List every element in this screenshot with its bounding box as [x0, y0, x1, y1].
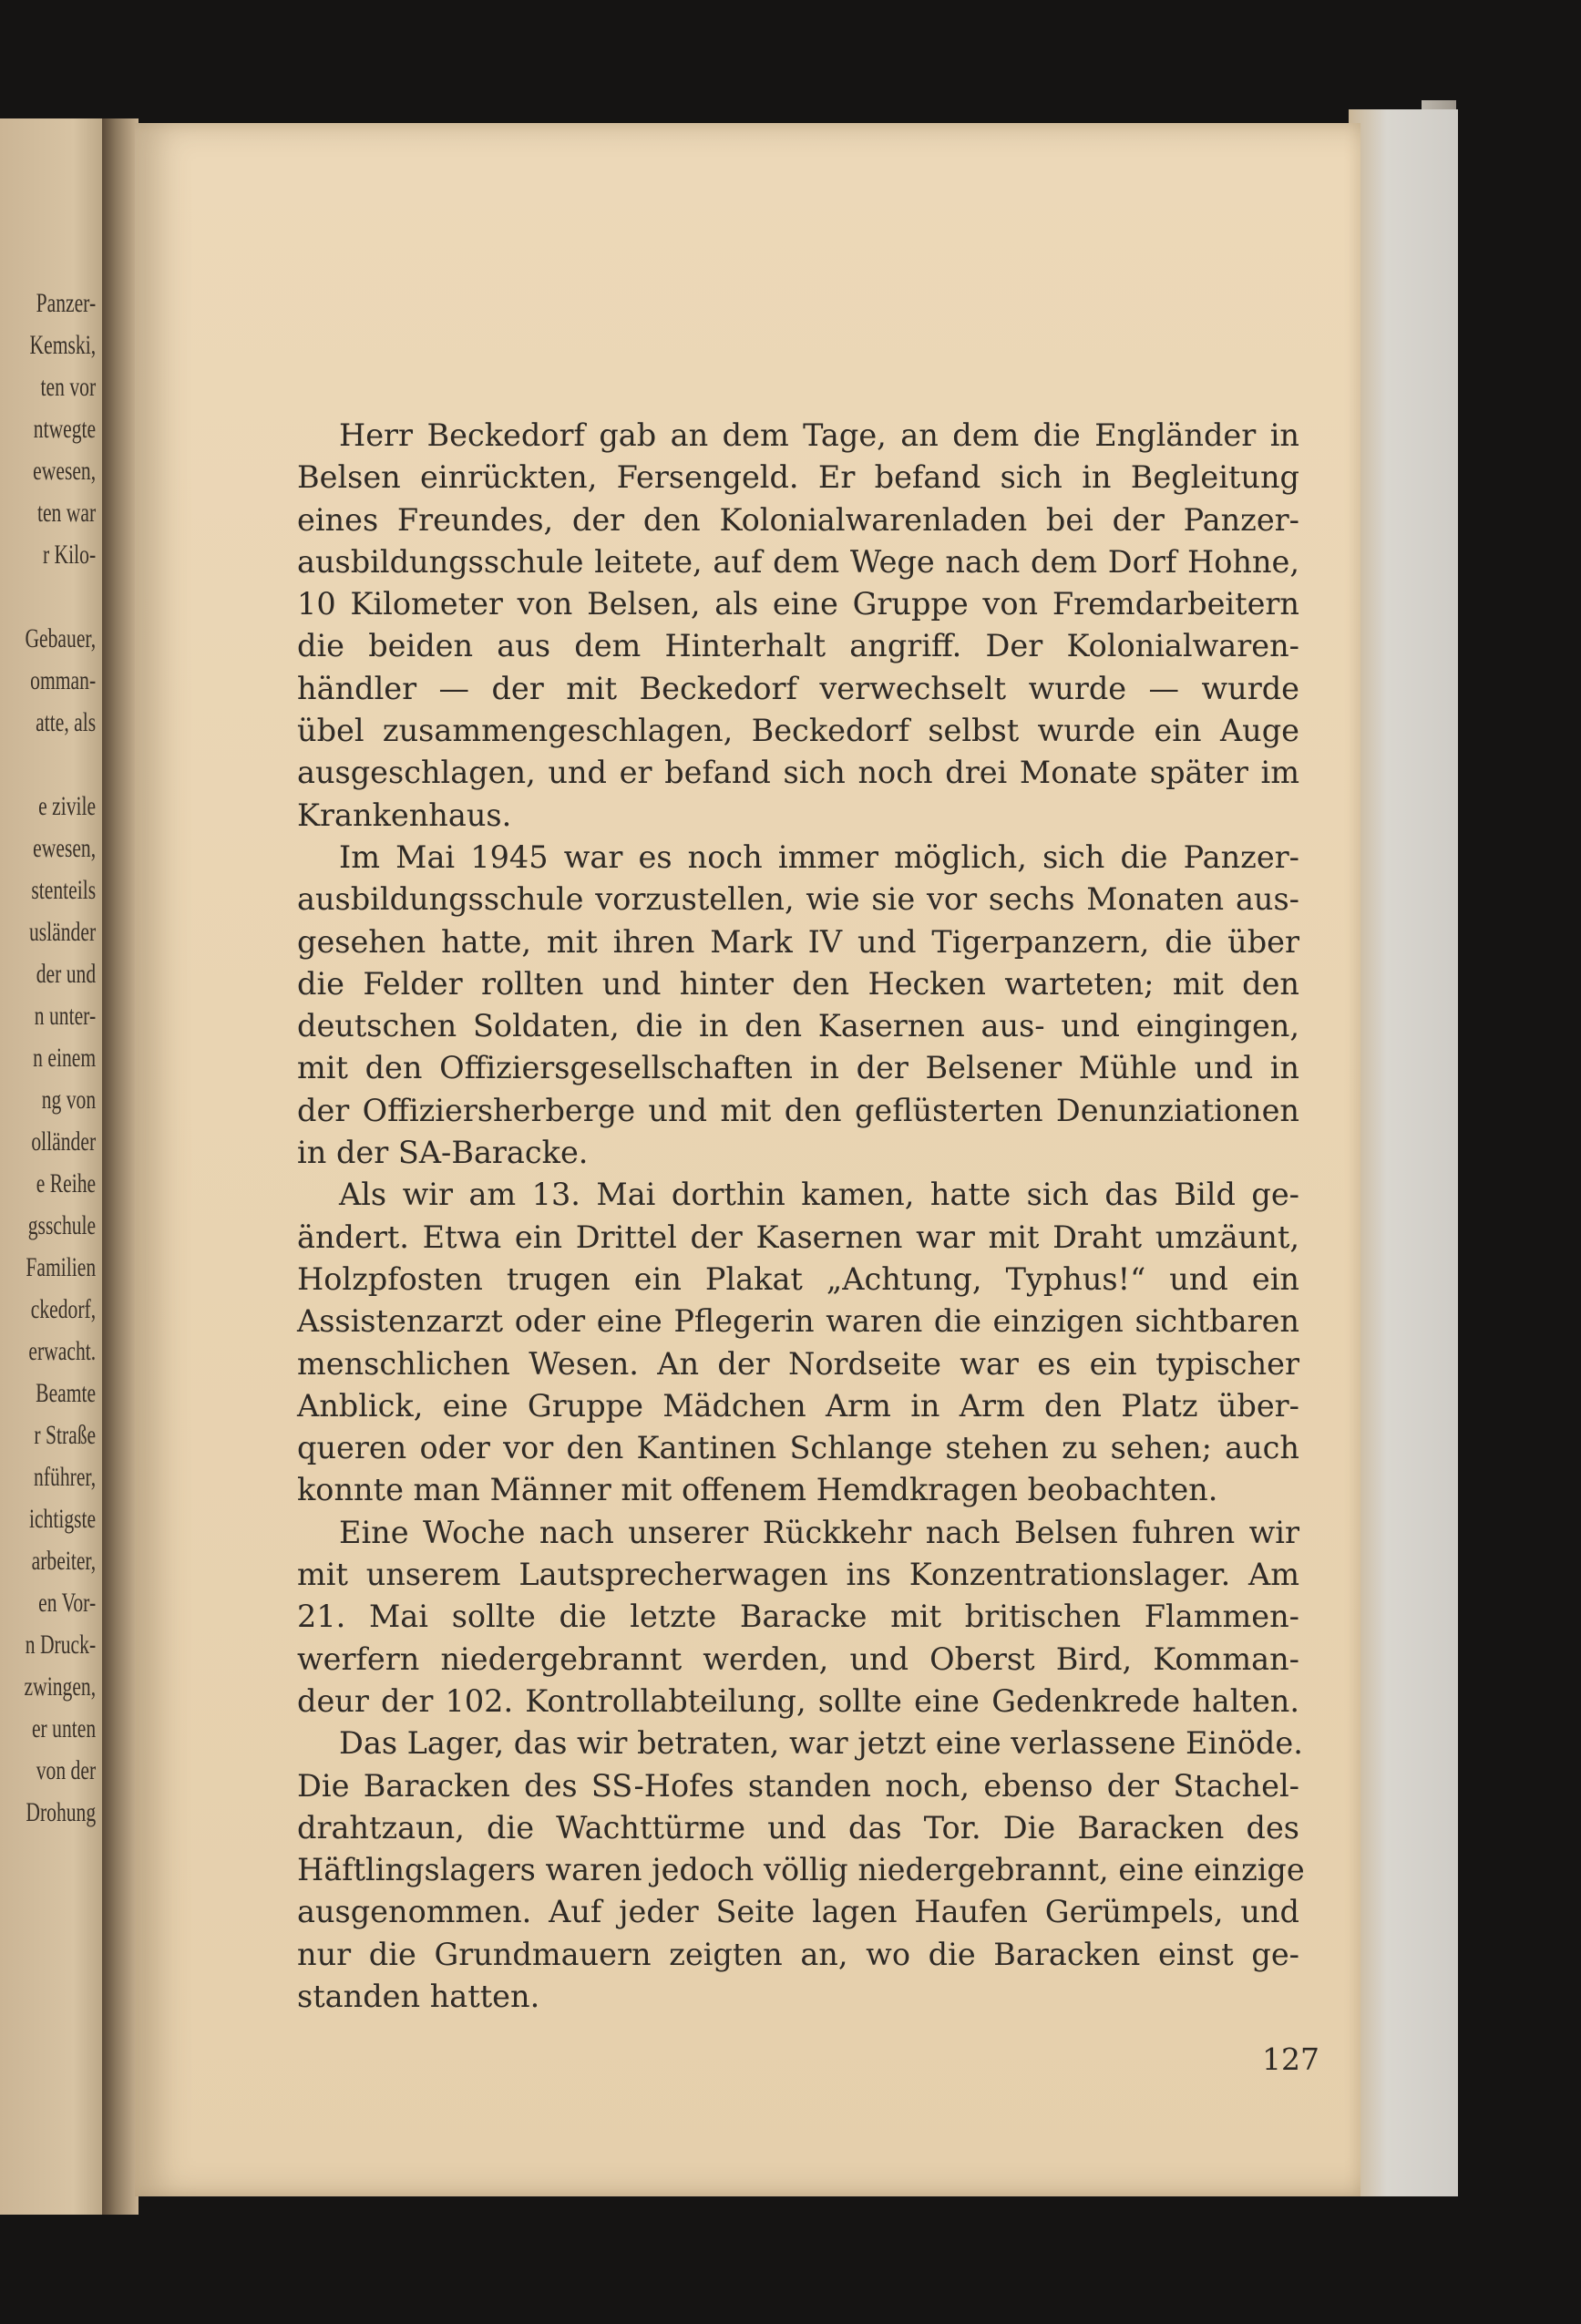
left-page-line: n Druck-	[25, 1630, 96, 1660]
left-page-line: n unter-	[34, 1001, 96, 1031]
text-line: Herr Beckedorf gab an dem Tage, an dem die Engländer in	[339, 417, 1299, 453]
text-line: Häftlingslagers waren jedoch völlig niedergebrannt, eine einzige	[297, 1852, 1305, 1888]
text-line: mit unserem Lautsprecherwagen ins Konzentrationslager. Am	[297, 1557, 1299, 1593]
text-line: werfern niedergebrannt werden, und Oberst Bird, Komman-	[297, 1640, 1299, 1677]
left-page-line: e Reihe	[36, 1168, 96, 1198]
page-stack-edge	[1349, 109, 1458, 2196]
text-line: Belsen einrückten, Fersengeld. Er befand sich in Begleitung	[297, 459, 1299, 496]
left-page-line: Drohung	[26, 1797, 96, 1827]
left-page-line: e zivile	[38, 791, 96, 821]
text-line: drahtzaun, die Wachttürme und das Tor. Die Baracken des	[297, 1809, 1299, 1846]
left-page-line: ichtigste	[28, 1504, 96, 1534]
left-page-line: von der	[36, 1755, 96, 1785]
left-page-line	[24, 576, 96, 618]
left-page-line: erwacht.	[28, 1336, 96, 1366]
text-line: Die Baracken des SS-Hofes standen noch, ebenso der Stachel-	[297, 1767, 1299, 1804]
left-page-line: nführer,	[33, 1462, 96, 1492]
left-page-line: r Straße	[34, 1420, 96, 1450]
text-line: Das Lager, das wir betraten, war jetzt eine verlassene Einöde.	[339, 1725, 1303, 1762]
text-line: ausgenommen. Auf jeder Seite lagen Haufen Gerümpels, und	[297, 1894, 1299, 1930]
left-page-line: ng von	[41, 1085, 96, 1115]
text-line: konnte man Männer mit offenem Hemdkragen beobachten.	[297, 1472, 1218, 1508]
left-page-line	[24, 744, 96, 786]
left-page-line: ten vor	[40, 372, 96, 402]
page-number: 127	[1262, 2041, 1319, 2077]
left-page-text-column	[0, 283, 96, 1834]
text-line: Im Mai 1945 war es noch immer möglich, sich die Panzer-	[339, 838, 1299, 875]
left-page-line: ewesen,	[33, 456, 96, 486]
text-line: eines Freundes, der den Kolonialwarenladen bei der Panzer-	[297, 501, 1299, 538]
left-page-line: gsschule	[27, 1210, 97, 1240]
left-page-line: Beamte	[36, 1378, 96, 1408]
left-page-line: ckedorf,	[30, 1294, 96, 1324]
text-line: menschlichen Wesen. An der Nordseite war es ein typischer	[297, 1345, 1299, 1382]
text-line: ausbildungsschule leitete, auf dem Wege nach dem Dorf Hohne,	[297, 543, 1299, 580]
left-page-line: ten war	[36, 498, 96, 528]
text-line: ausgeschlagen, und er befand sich noch drei Monate später im	[297, 755, 1299, 791]
text-line: standen hatten.	[297, 1978, 540, 2014]
book-gutter	[102, 118, 139, 2215]
left-page-line: Gebauer,	[25, 623, 97, 653]
text-line: Holzpfosten trugen ein Plakat „Achtung, Typhus!“ und ein	[297, 1260, 1299, 1297]
left-page-line: stenteils	[31, 875, 96, 905]
text-line: der Offiziersherberge und mit den geflüsterten Denunziationen	[297, 1092, 1299, 1128]
text-line: deur der 102. Kontrollabteilung, sollte eine Gedenkrede halten.	[297, 1682, 1299, 1719]
left-page-line: Panzer-	[36, 288, 96, 318]
text-line: deutschen Soldaten, die in den Kasernen aus- und eingingen,	[297, 1008, 1299, 1044]
left-page-line: olländer	[31, 1126, 97, 1157]
left-page-line: Familien	[26, 1252, 96, 1282]
left-page-line: n einem	[33, 1043, 96, 1073]
left-page-fragment	[0, 118, 105, 2215]
left-page-line: ewesen,	[33, 833, 96, 863]
text-line: ausbildungsschule vorzustellen, wie sie vor sechs Monaten aus-	[297, 881, 1299, 918]
text-line: übel zusammengeschlagen, Beckedorf selbst wurde ein Auge	[297, 713, 1299, 749]
text-line: die Felder rollten und hinter den Hecken warteten; mit den	[297, 965, 1299, 1002]
text-line: Eine Woche nach unserer Rückkehr nach Belsen fuhren wir	[339, 1514, 1299, 1550]
left-page-line: arbeiter,	[31, 1546, 97, 1576]
book-page	[135, 123, 1360, 2196]
text-line: nur die Grundmauern zeigten an, wo die Baracken einst ge-	[297, 1936, 1299, 1972]
left-page-line: r Kilo-	[42, 540, 96, 570]
left-page-line: usländer	[28, 917, 96, 947]
text-line: in der SA-Baracke.	[297, 1135, 589, 1171]
text-line: 10 Kilometer von Belsen, als eine Gruppe von Fremdarbeitern	[297, 586, 1299, 622]
text-line: Anblick, eine Gruppe Mädchen Arm in Arm den Platz über-	[297, 1387, 1299, 1424]
left-page-line: der und	[36, 959, 96, 989]
left-page-line: zwingen,	[24, 1671, 96, 1702]
text-line: Assistenzarzt oder eine Pflegerin waren die einzigen sichtbaren	[297, 1303, 1299, 1340]
text-line: Krankenhaus.	[297, 797, 512, 833]
text-line: ändert. Etwa ein Drittel der Kasernen war mit Draht umzäunt,	[297, 1219, 1299, 1255]
text-line: gesehen hatte, mit ihren Mark IV und Tigerpanzern, die über	[297, 923, 1299, 960]
left-page-line: atte, als	[36, 707, 96, 737]
left-page-line: omman-	[30, 665, 96, 695]
left-page-line: en Vor-	[38, 1588, 96, 1618]
left-page-line: er unten	[31, 1713, 97, 1743]
text-line: queren oder vor den Kantinen Schlange stehen zu sehen; auch	[297, 1430, 1299, 1466]
text-line: mit den Offiziersgesellschaften in der Belsener Mühle und in	[297, 1050, 1299, 1086]
text-line: die beiden aus dem Hinterhalt angriff. Der Kolonialwaren-	[297, 628, 1299, 664]
text-line: händler — der mit Beckedorf verwechselt wurde — wurde	[297, 670, 1299, 706]
left-page-line: Kemski,	[29, 330, 96, 360]
text-line: 21. Mai sollte die letzte Baracke mit britischen Flammen-	[297, 1599, 1299, 1635]
text-line: Als wir am 13. Mai dorthin kamen, hatte sich das Bild ge-	[339, 1177, 1299, 1213]
body-text	[297, 415, 1305, 2018]
left-page-line: ntwegte	[33, 414, 96, 444]
